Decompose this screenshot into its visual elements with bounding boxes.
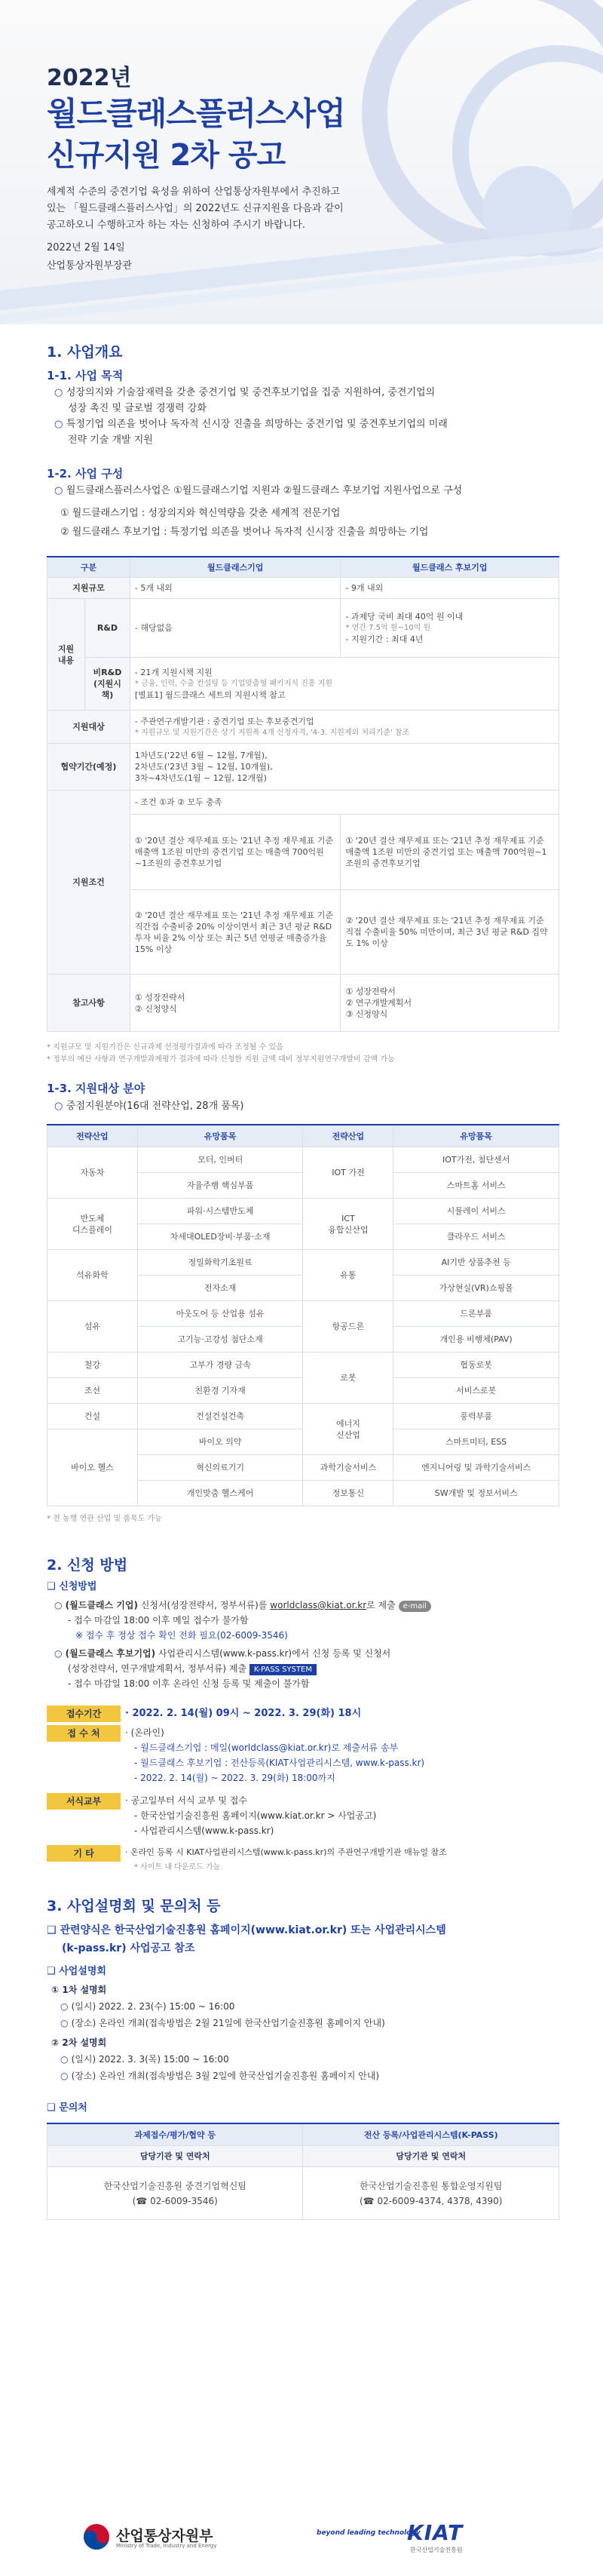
table-header: 유망품목 (393, 1126, 559, 1147)
bullet-text: 특정기업 의존을 벗어나 독자적 신시장 진출을 희망하는 중견기업 및 중견후보기업의 미래 (66, 419, 448, 430)
lead-text: 관련양식은 한국산업기술진흥원 홈페이지(www.kiat.or.kr) 또는 사업관리시스템 (60, 1924, 446, 1936)
item-cell: 개인맞춤 헬스케어 (137, 1481, 303, 1506)
table-header: 전략산업 (47, 1126, 138, 1147)
table-cell (341, 975, 559, 1032)
bullet-text: 중점지원분야(16대 전략산업, 28개 품목) (66, 1101, 244, 1112)
section-title: 2. 신청 방법 (47, 1557, 128, 1574)
briefing-title: ② 2차 설명회 (51, 2037, 107, 2048)
program-table (47, 556, 559, 1032)
bullet-icon: ○ (54, 1101, 66, 1112)
row-label: 지원 내용 (47, 599, 85, 711)
hero-description (47, 184, 378, 234)
place-block (125, 1725, 558, 1785)
item-cell: 자율주행 핵심부품 (137, 1173, 303, 1199)
cell-line: 2차년도('23년 3월 ~ 12월, 10개월), (134, 762, 273, 772)
component-item: ② 월드클래스 후보기업 : 특정기업 의존을 벗어나 독자적 신시장 진출을 희망하는 기업 (60, 527, 429, 538)
note-line: * 지원규모 및 지원기간은 신규과제 선정평가결과에 따라 조정될 수 있음 (47, 1043, 283, 1052)
table-header: 유망품목 (137, 1126, 303, 1147)
industry-cell: IOT 가전 (303, 1147, 393, 1199)
industry-cell: 유통 (303, 1250, 393, 1301)
bullet-text: 로 제출 (366, 1600, 396, 1610)
doc-block (125, 1793, 558, 1838)
table-header: 전산 등록/사업관리시스템(K-PASS) (303, 2125, 559, 2146)
item-cell: 건설건설건축 (137, 1404, 303, 1429)
briefing-line: (장소) 온라인 개최(접속방법은 3월 2일에 한국산업기술진흥원 홈페이지 안내) (71, 2071, 380, 2081)
cell-line: 1차년도('22년 6월 ~ 12월, 7개월), (134, 751, 268, 760)
place-label: 접 수 처 (47, 1725, 121, 1742)
item-cell: 바이오 의약 (137, 1429, 303, 1455)
taegeuk-icon (83, 2523, 110, 2550)
bullet-icon: ○ (60, 2054, 72, 2065)
briefing-title: ① 1차 설명회 (51, 1985, 107, 1995)
contact-phone: (☎ 02-6009-4374, 4378, 4390) (360, 2195, 503, 2206)
kiat-tagline: beyond leading technology (317, 2529, 421, 2537)
cell-line: ② 신청양식 (134, 1003, 177, 1014)
item-cell: 모터, 인버터 (137, 1147, 303, 1173)
etc-label: 기 타 (47, 1845, 121, 1862)
subsection-title: 1-2. 사업 구성 (47, 467, 124, 481)
hero-desc-line: 공고하오니 수행하고자 하는 자는 신청하여 주시기 바랍니다. (47, 220, 305, 231)
cell-line: - 21개 지원시책 지원 (134, 668, 213, 677)
table-header: 월드클래스 후보기업 (341, 558, 559, 578)
bullet-item (54, 483, 574, 499)
bullet-icon: ○ (54, 1600, 66, 1610)
period-label: 접수기간 (47, 1706, 121, 1722)
table-cell: - 조건 ①과 ② 모두 충족 (130, 791, 559, 815)
industry-cell: 건설 (47, 1404, 138, 1429)
table-subheader: 담당기관 및 연락처 (303, 2146, 559, 2167)
bullet-icon: ○ (60, 2018, 72, 2028)
briefing-list (51, 1982, 571, 2084)
bullet-icon: ○ (60, 2071, 72, 2081)
footer (0, 2485, 603, 2576)
motie-logo (83, 2523, 309, 2553)
table-cell: - 해당없음 (130, 599, 341, 658)
table-cell (130, 711, 559, 744)
lead-text: (k-pass.kr) 사업공고 참조 (62, 1942, 195, 1954)
sub-line: - 접수 마감일 18:00 이후 온라인 신청 등록 및 제출이 불가함 (68, 1678, 310, 1689)
table-cell: - 9개 내외 (341, 578, 559, 599)
table-cell (341, 599, 559, 658)
square-icon: ❑ (47, 1924, 60, 1936)
industry-cell: 섬유 (47, 1301, 138, 1352)
briefing-line: (일시) 2022. 3. 3(목) 15:00 ~ 16:00 (71, 2054, 229, 2065)
hero-desc-line: 있는 「월드클래스플러스사업」의 2022년도 신규지원을 다음과 같이 (47, 203, 344, 214)
hero-date: 2022년 2월 14일 (47, 242, 125, 253)
table-cell (130, 744, 559, 791)
bullet-item (54, 1098, 243, 1114)
table-cell (130, 658, 559, 711)
table-cell (130, 975, 341, 1032)
item-cell: 스마트미터, ESS (393, 1429, 559, 1455)
section-title: 3. 사업설명회 및 문의처 등 (47, 1898, 221, 1914)
doc-line: · 공고일부터 서식 교부 및 접수 (125, 1795, 247, 1806)
block-heading-text: 신청방법 (59, 1581, 97, 1592)
industry-table (47, 1124, 559, 1506)
industry-cell: ICT 융합신산업 (303, 1199, 393, 1250)
etc-note: * 사이트 내 다운로드 가능 (134, 1863, 221, 1871)
briefing-line: (장소) 온라인 개최(접속방법은 2월 21일에 한국산업기술진흥원 홈페이지 안내) (71, 2018, 385, 2028)
period-value: · 2022. 2. 14(월) 09시 ~ 2022. 3. 29(화) 18시 (125, 1708, 362, 1719)
hero-subtitle: 신규지원 2차 공고 (47, 138, 286, 173)
bullet-text: 사업관리시스템(www.k-pass.kr)에서 신청 등록 및 신청서 (155, 1648, 391, 1659)
briefing-line: (일시) 2022. 2. 23(수) 15:00 ~ 16:00 (71, 2001, 235, 2012)
item-cell: 정밀화학기초원료 (137, 1250, 303, 1276)
row-label: 지원대상 (47, 711, 130, 744)
section-title: 1. 사업개요 (47, 344, 123, 361)
bullet-item (54, 385, 567, 448)
item-cell: 엔지니어링 및 과학기술서비스 (393, 1455, 559, 1481)
item-cell: 협동로봇 (393, 1352, 559, 1378)
item-cell: 아웃도어 등 산업용 섬유 (137, 1301, 303, 1327)
place-line: - 월드클래스기업 : 메일(worldclass@kiat.or.kr)로 제출서류 송부 (134, 1742, 399, 1753)
cell-line: - 주관연구개발기관 : 중견기업 또는 후보중견기업 (134, 716, 314, 726)
hero-title: 월드클래스플러스사업 (47, 95, 345, 132)
motie-name: 산업통상자원부 (116, 2528, 213, 2544)
bullet-text: 신청서(성장전략서, 정부서류)를 (137, 1600, 271, 1610)
hero-banner (0, 0, 603, 324)
item-cell: IOT가전, 첨단센서 (393, 1147, 559, 1173)
square-icon: ❑ (47, 1966, 60, 1977)
row-label: 비R&D (지원시책) (84, 658, 130, 711)
cell-note: * 지원규모 및 지원기간은 상기 지원폭 4개 신청자격, '4-3. 지원제외 처리기준' 참조 (134, 728, 410, 737)
email-link[interactable]: worldclass@kiat.or.kr (270, 1600, 367, 1610)
email-tag: e-mail (399, 1601, 431, 1612)
industry-cell: 에너지 신산업 (303, 1404, 393, 1455)
hero-year: 2022년 (47, 65, 132, 91)
item-cell: 개인용 비행체(PAV) (393, 1327, 559, 1352)
item-cell: 고기능·고강성 첨단소재 (137, 1327, 303, 1352)
bold-label: (월드클래스 기업) (65, 1600, 138, 1610)
table-subheader: 담당기관 및 연락처 (47, 2146, 303, 2167)
table-header: 전략산업 (303, 1126, 393, 1147)
bullet-icon: ○ (60, 2001, 72, 2012)
row-label: R&D (84, 599, 130, 658)
motie-name-en: Ministry of Trade, Industry and Energy (116, 2543, 217, 2549)
kiat-logo (317, 2522, 543, 2555)
bullet-text: 성장 촉진 및 글로벌 경쟁력 강화 (68, 403, 207, 414)
bullet-icon: ○ (54, 485, 66, 496)
doc-line: - 한국산업기술진흥원 홈페이지(www.kiat.or.kr > 사업공고) (134, 1810, 377, 1821)
item-cell: 차세대OLED장비·부품·소재 (137, 1224, 303, 1250)
note-line: * 정부의 예산 사항과 연구개발과제평가 결과에 따라 신청한 지원 금액 대비 정부지원연구개발비 감액 가능 (47, 1055, 395, 1064)
cell-line: [별표1] 월드클래스 세트의 지원시책 참고 (134, 690, 286, 700)
table-header: 과제접수/평가/협약 등 (47, 2125, 303, 2146)
bullet-icon: ○ (54, 1648, 66, 1659)
item-cell: 드론부품 (393, 1301, 559, 1327)
component-item: ① 월드클래스기업 : 성장의지와 혁신역량을 갖춘 세계적 전문기업 (60, 508, 341, 519)
etc-block (125, 1845, 558, 1875)
lead-block (47, 1921, 567, 1957)
table-cell: ① '20년 결산 재무제표 또는 '21년 추정 재무제표 기준 매출액 1조원 미만의 중견기업 또는 매출액 700억원~1조원의 중견후보기업 (341, 815, 559, 890)
item-cell: 서비스로봇 (393, 1378, 559, 1404)
contact-table (47, 2123, 559, 2220)
industry-cell: 과학기술서비스 (303, 1455, 393, 1481)
bullet-text: 전략 기술 개발 지원 (68, 434, 153, 446)
industry-cell: 반도체 디스플레이 (47, 1199, 138, 1250)
square-icon: ❑ (47, 1581, 60, 1592)
sub-note: ※ 접수 후 정상 접수 확인 전화 필요(02-6009-3546) (75, 1630, 288, 1641)
cell-line: ① 성장전략서 (345, 987, 396, 996)
contact-cell (303, 2167, 559, 2220)
component-list (60, 505, 573, 540)
contact-phone: (☎ 02-6009-3546) (132, 2195, 218, 2206)
cell-line: ③ 신청양식 (345, 1009, 388, 1019)
cell-note: * 연간 7.5억 원~10억 원 (345, 624, 431, 632)
kiat-wordmark: KIAT (407, 2520, 464, 2545)
cell-line: ① 성장전략서 (134, 992, 185, 1002)
doc-line: - 사업관리시스템(www.k-pass.kr) (134, 1825, 274, 1836)
item-cell: 스마트홈 서비스 (393, 1173, 559, 1199)
kiat-name-kr: 한국산업기술진흥원 (410, 2547, 463, 2553)
square-icon: ❑ (47, 2102, 60, 2114)
industry-cell: 정보통신 (303, 1481, 393, 1506)
table-cell: ② '20년 결산 재무제표 또는 '21년 추정 재무제표 기준 직접 수출비율 50% 미만이며, 최근 3년 평균 R&D 집약도 1% 이상 (341, 890, 559, 975)
row-label: 지원조건 (47, 791, 130, 975)
kpass-tag: K-PASS SYSTEM (249, 1664, 317, 1675)
cell-line: 3차~4차년도(1월 ~ 12월, 12개월) (134, 773, 267, 783)
bold-label: (월드클래스 후보기업) (65, 1648, 156, 1659)
contact-org: 한국산업기술진흥원 중견기업혁신팀 (103, 2180, 246, 2191)
item-cell: 고부가 경량 금속 (137, 1352, 303, 1378)
item-cell: 파워·시스템반도체 (137, 1199, 303, 1224)
block-heading-text: 문의처 (59, 2102, 87, 2114)
doc-label: 서식교부 (47, 1793, 121, 1810)
block-heading (47, 1963, 106, 1979)
hero-desc-line: 세계적 수준의 중견기업 육성을 위하여 산업통상자원부에서 추진하고 (47, 186, 340, 198)
subsection-title: 1-1. 사업 목적 (47, 369, 124, 382)
table-header: 구분 (47, 558, 130, 578)
place-line: · (온라인) (125, 1727, 164, 1738)
industry-cell: 철강 (47, 1352, 138, 1378)
cell-line: - 과제당 국비 최대 40억 원 이내 (345, 612, 464, 622)
table-cell: ① '20년 결산 재무제표 또는 '21년 추정 재무제표 기준 매출액 1조원 미만의 중견기업 또는 매출액 700억원~1조원의 중견후보기업 (130, 815, 341, 890)
subsection-title: 1-3. 지원대상 분야 (47, 1082, 145, 1095)
item-cell: 시뮬레이 서비스 (393, 1199, 559, 1224)
hero-org: 산업통상자원부장관 (47, 260, 133, 272)
table-note (47, 1042, 395, 1066)
place-line: - 2022. 2. 14(월) ~ 2022. 3. 29(화) 18:00까지 (134, 1773, 335, 1783)
item-cell: 혁신의료기기 (137, 1455, 303, 1481)
item-cell: SW개발 및 정보서비스 (393, 1481, 559, 1506)
table-header: 월드클래스기업 (130, 558, 341, 578)
bullet-icon: ○ (54, 387, 66, 398)
apply-block (54, 1598, 574, 1691)
table-note: * 전 농행 연관 산업 및 품목도 가능 (47, 1515, 162, 1523)
contact-cell (47, 2167, 303, 2220)
contact-org: 한국산업기술진흥원 통합운영지원팀 (360, 2180, 503, 2191)
industry-cell: 바이오 헬스 (47, 1429, 138, 1506)
cell-line: ② 연구개발계획서 (345, 998, 412, 1008)
block-heading (47, 2100, 87, 2116)
table-cell: ② '20년 결산 재무제표 또는 '21년 추정 재무제표 기준 직간접 수출비중 20% 이상이면서 최근 3년 평균 R&D 투자 비율 2% 이상 또는 최근 5년 연평균 매출증가율 15% 이상 (130, 890, 341, 975)
item-cell: 친환경 기자재 (137, 1378, 303, 1404)
bullet-icon: ○ (54, 419, 66, 430)
industry-cell: 로봇 (303, 1352, 393, 1404)
place-line: - 월드클래스 후보기업 : 전산등록(KIAT사업관리시스템, www.k-pass.kr) (134, 1758, 425, 1768)
item-cell: 풍력부품 (393, 1404, 559, 1429)
item-cell: 클라우드 서비스 (393, 1224, 559, 1250)
bullet-text: 성장의지와 기술잠재력을 갖춘 중견기업 및 중견후보기업을 집중 지원하여, 중견기업의 (66, 387, 436, 398)
row-label: 협약기간(예정) (47, 744, 130, 791)
item-cell: AI기반 상품추천 등 (393, 1250, 559, 1276)
bullet-text: (성장전략서, 연구개발계획서, 정부서류) 제출 (68, 1663, 247, 1674)
item-cell: 전자소재 (137, 1276, 303, 1301)
block-heading (47, 1579, 96, 1595)
bullet-text: 월드클래스플러스사업은 ①월드클래스기업 지원과 ②월드클래스 후보기업 지원사업으로 구성 (66, 485, 463, 496)
sub-line: - 접수 마감일 18:00 이후 메일 접수가 불가함 (68, 1615, 249, 1626)
industry-cell: 항공드론 (303, 1301, 393, 1352)
row-label: 지원규모 (47, 578, 130, 599)
industry-cell: 석유화학 (47, 1250, 138, 1301)
industry-cell: 조선 (47, 1378, 138, 1404)
table-cell: - 5개 내외 (130, 578, 341, 599)
cell-line: - 지원기간 : 최대 4년 (345, 634, 424, 644)
industry-cell: 자동차 (47, 1147, 138, 1199)
etc-line: · 온라인 등록 시 KIAT사업관리시스템(www.k-pass.kr)의 주관연구개발기관 매뉴얼 참조 (125, 1847, 447, 1857)
block-heading-text: 사업설명회 (59, 1966, 106, 1977)
item-cell: 가상현실(VR)쇼핑몰 (393, 1276, 559, 1301)
cell-note: * 금융, 인력, 수출 컨설팅 등 기업맞춤형 패키지식 진흥 지원 (134, 680, 333, 688)
row-label: 참고사항 (47, 975, 130, 1032)
